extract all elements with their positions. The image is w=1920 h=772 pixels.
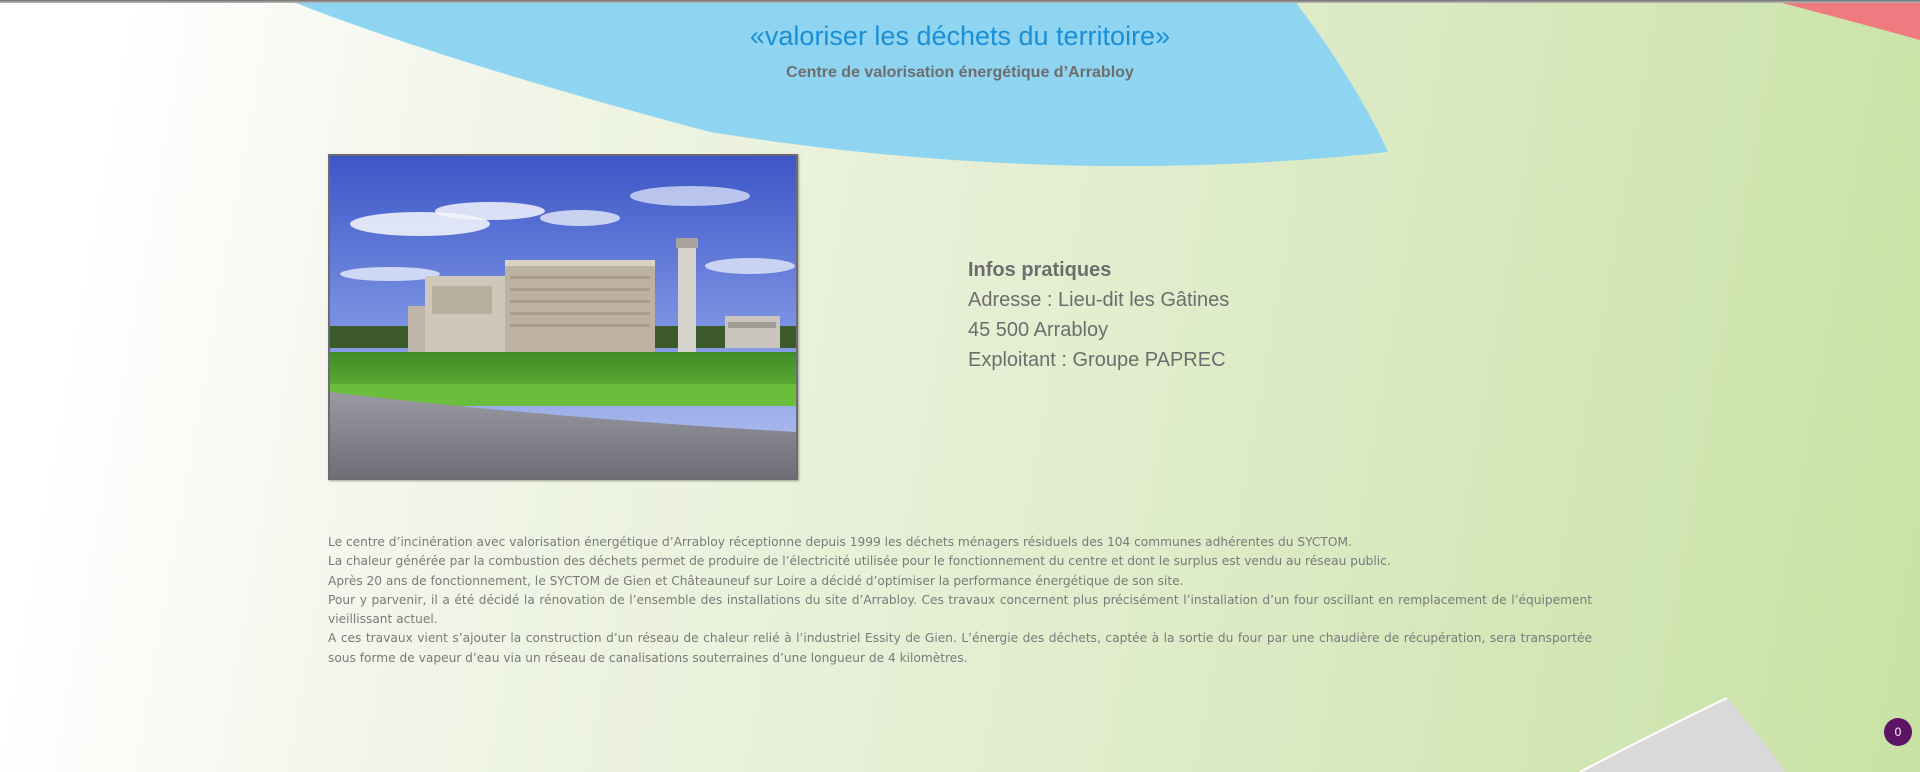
paragraph: Le centre d’incinération avec valorisation énergétique d’Arrabloy réceptionne depuis 1999 les déchets ménagers résiduels des 104 communes adhérentes du SYCTOM. xyxy=(328,535,1352,549)
facility-illustration xyxy=(330,156,796,478)
page-title: «valoriser les déchets du territoire» xyxy=(749,21,1171,51)
grey-corner-shape xyxy=(1580,698,1785,772)
paragraph: Après 20 ans de fonctionnement, le SYCTOM de Gien et Châteauneuf sur Loire a décidé d’optimiser la performance énergétique de son site. xyxy=(328,573,1184,588)
paragraph: La chaleur générée par la combustion des déchets permet de produire de l’électricité utilisée pour le fonctionnement du centre et dont le surplus est vendu au réseau public. xyxy=(328,554,1391,569)
description-text xyxy=(328,533,1592,668)
city-line: 45 500 Arrabloy xyxy=(968,319,1109,341)
facility-photo xyxy=(328,154,798,480)
practical-info xyxy=(968,255,1229,375)
top-shadow xyxy=(0,0,1920,3)
address-line: Adresse : Lieu-dit les Gâtines xyxy=(968,289,1230,311)
paragraph: A ces travaux vient s’ajouter la construction d’un réseau de chaleur relié à l’industriel Essity de Gien. L’énergie des déchets, captée à la sortie du four par une chaudière de récupération, sera transportée sous forme de vapeur d’eau via un réseau de canalisations souterraines d’une longueur de 4 kilomètres. xyxy=(328,631,1592,665)
paragraph: Pour y parvenir, il a été décidé la rénovation de l’ensemble des installations du site d’Arrabloy. Ces travaux concernent plus précisément l’installation d’un four oscillant en remplacement de l’équipement vieillissant actuel. xyxy=(328,592,1592,627)
operator-line: Exploitant : Groupe PAPREC xyxy=(968,349,1226,371)
practical-info-title: Infos pratiques xyxy=(968,259,1112,281)
page-header xyxy=(0,18,1920,82)
page-subtitle: Centre de valorisation énergétique d’Arrabloy xyxy=(786,64,1134,81)
notification-badge[interactable]: 0 xyxy=(1884,718,1912,746)
